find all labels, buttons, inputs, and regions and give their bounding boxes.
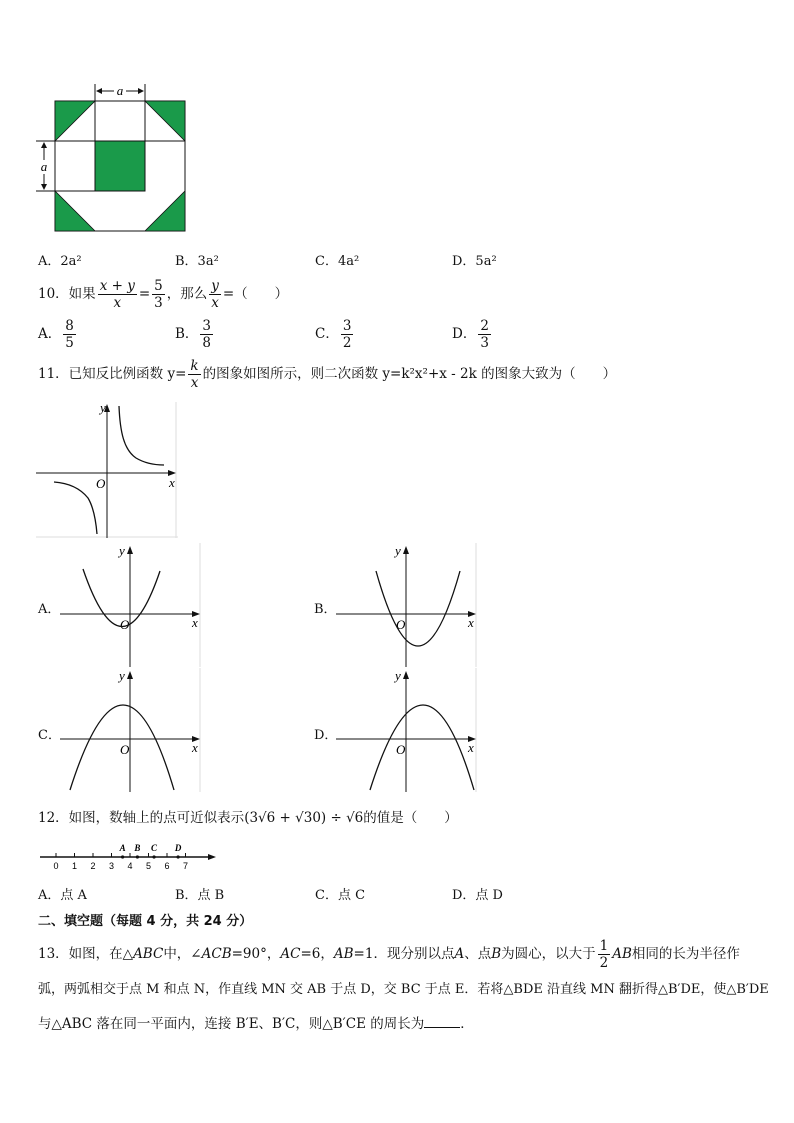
number-line-point [136, 855, 139, 858]
q10-option-d-letter: D． [452, 326, 477, 342]
q9-option-c[interactable]: C．4a² [315, 254, 360, 269]
q10-prefix: 10．如果 [38, 286, 96, 302]
q13-t5: =90°， [231, 946, 281, 962]
number-line-tick-label: 4 [127, 861, 133, 871]
q13-frac-num: 1 [599, 938, 609, 954]
number-line-point-label: A [119, 843, 126, 853]
q11-prefix: 11．已知反比例函数 y= [38, 366, 187, 382]
q11-option-b[interactable]: B． [314, 602, 337, 617]
q13-t3: 中，∠ [163, 946, 202, 962]
number-line-point-label: D [174, 843, 182, 853]
q10-option-a-den: 5 [65, 335, 74, 351]
parabola-graph-b[interactable] [336, 543, 478, 667]
hyperbola-graph [36, 402, 178, 538]
q13-frac [598, 938, 611, 971]
q10-stem [38, 278, 288, 311]
q12-option-d[interactable]: D．点 D [452, 888, 503, 903]
number-line-point [152, 855, 155, 858]
q12-option-c[interactable]: C．点 C [315, 888, 366, 903]
hyperbola-x-label: x [169, 475, 175, 490]
q10-frac2-den: 3 [154, 295, 163, 311]
q10-frac3-num: y [211, 278, 219, 294]
graph-a-x-label: x [192, 615, 198, 630]
q10-option-d-den: 3 [480, 335, 489, 351]
parabola-graph-a[interactable] [60, 543, 202, 667]
q10-option-b-den: 8 [202, 335, 212, 351]
q13-frac-den: 2 [599, 955, 609, 971]
q13-t9: =1．现分别以点 [353, 946, 455, 962]
q10-option-c-den: 2 [342, 335, 352, 351]
number-line-tick-label: 0 [53, 861, 59, 871]
q13-t4: ACB [201, 946, 232, 962]
q10-frac1-den: x [113, 295, 122, 311]
q13-t14: AB [612, 946, 632, 962]
q11-option-c[interactable]: C． [38, 728, 61, 743]
q12-option-b[interactable]: B．点 B [175, 888, 225, 903]
graph-c-x-label: x [192, 740, 198, 755]
q10-option-c-num: 3 [342, 318, 352, 334]
number-line-point-label: C [151, 843, 158, 853]
number-line-point [177, 855, 180, 858]
q10-option-d[interactable] [452, 318, 493, 351]
q13-t6: AC [280, 946, 301, 962]
q10-option-b-frac [200, 318, 213, 351]
q13-t15: 相同的长为半径作 [631, 946, 740, 962]
q13-t2: ABC [133, 946, 164, 962]
q9-option-b[interactable]: B．3a² [175, 254, 219, 269]
q12-prefix: 12．如图，数轴上的点可近似表示 [38, 810, 245, 826]
q11-frac-den: x [190, 375, 199, 391]
parabola-graph-c[interactable] [60, 668, 202, 792]
q13-line1 [38, 938, 740, 971]
graph-a-origin-label: O [120, 617, 130, 632]
graph-d-y-label: y [395, 668, 401, 683]
q10-option-a-frac [63, 318, 76, 351]
answer-blank[interactable] [424, 1015, 460, 1028]
q10-option-a-letter: A． [38, 326, 62, 342]
q10-option-a-num: 8 [65, 318, 74, 334]
q10-frac2-num: 5 [154, 278, 163, 294]
number-line-tick-label: 5 [145, 861, 152, 871]
graph-b-y-label: y [395, 543, 401, 558]
q10-option-b-letter: B． [175, 326, 199, 342]
q13-line2: 弧，两弧相交于点 M 和点 N，作直线 MN 交 AB 于点 D，交 BC 于点 E．若将△BDE 沿直线 MN 翻折得△B′DE，使△B′DE [38, 982, 769, 997]
number-line-point-label: B [134, 843, 141, 853]
number-line-tick-label: 6 [164, 861, 170, 871]
graph-c-y-label: y [119, 668, 125, 683]
q12-stem [38, 806, 458, 826]
q10-eq: = [138, 286, 151, 302]
number-line-tick-label: 1 [71, 861, 78, 871]
q10-option-c-frac [341, 318, 354, 351]
q11-frac [188, 358, 200, 391]
q13-t13: 为圆心，以大于 [501, 946, 596, 962]
q9-option-d[interactable]: D．5a² [452, 254, 497, 269]
number-line-point [121, 855, 124, 858]
q12-expression: (3√6 + √30) ÷ √6 [244, 810, 364, 826]
graph-c-origin-label: O [120, 742, 130, 757]
q10-frac2 [152, 278, 165, 311]
q10-suffix: =（ ） [222, 286, 289, 302]
q10-option-c-letter: C． [315, 326, 339, 342]
q11-option-a[interactable]: A． [38, 602, 61, 617]
section-title: 二、填空题（每题 4 分，共 24 分） [38, 914, 253, 929]
q10-frac3-den: x [211, 295, 219, 311]
q10-frac1 [98, 278, 137, 311]
graph-b-origin-label: O [396, 617, 406, 632]
q10-option-d-num: 2 [480, 318, 489, 334]
q10-option-b-num: 3 [202, 318, 212, 334]
q13-line3 [38, 1012, 474, 1032]
q13-line3-end: ． [460, 1016, 474, 1032]
q13-t1: 13．如图，在△ [38, 946, 134, 962]
q13-t7: =6， [300, 946, 334, 962]
parabola-graph-d[interactable] [336, 668, 478, 792]
q11-stem [38, 358, 616, 391]
graph-d-x-label: x [468, 740, 474, 755]
number-line-tick-label: 3 [108, 861, 115, 871]
q10-frac3 [209, 278, 221, 311]
graph-b-x-label: x [468, 615, 474, 630]
number-line-tick-label: 2 [90, 861, 96, 871]
q10-option-c[interactable] [315, 318, 355, 351]
q10-option-d-frac [478, 318, 491, 351]
hyperbola-y-label: y [100, 402, 106, 415]
q13-t12: B [491, 946, 502, 962]
q9-option-a[interactable]: A．2a² [38, 254, 82, 269]
q13-t8: AB [333, 946, 354, 962]
q13-line3-text: 与△ABC 落在同一平面内，连接 B′E、B′C，则△B′CE 的周长为 [38, 1016, 425, 1032]
q10-option-a[interactable] [38, 318, 78, 351]
graph-d-origin-label: O [396, 742, 406, 757]
q10-option-b[interactable] [175, 318, 215, 351]
dim-label-top: a [116, 83, 124, 98]
q11-frac-num: k [190, 358, 199, 374]
q11-suffix: 的图象如图所示，则二次函数 y=k²x²+x - 2k 的图象大致为（ ） [202, 366, 617, 382]
q10-mid: ，那么 [166, 286, 208, 302]
q12-option-a[interactable]: A．点 A [38, 888, 87, 903]
number-line [36, 840, 218, 872]
graph-a-y-label: y [119, 543, 125, 558]
q10-frac1-num: x + y [99, 278, 135, 294]
q13-t10: A [454, 946, 465, 962]
number-line-tick-label: 7 [182, 861, 189, 871]
q13-t11: 、点 [464, 946, 492, 962]
hyperbola-origin-label: O [96, 476, 106, 491]
dim-label-left: a [40, 159, 48, 174]
q12-suffix: 的值是（ ） [363, 810, 458, 826]
square-figure [30, 80, 200, 240]
q11-option-d[interactable]: D． [314, 728, 338, 743]
